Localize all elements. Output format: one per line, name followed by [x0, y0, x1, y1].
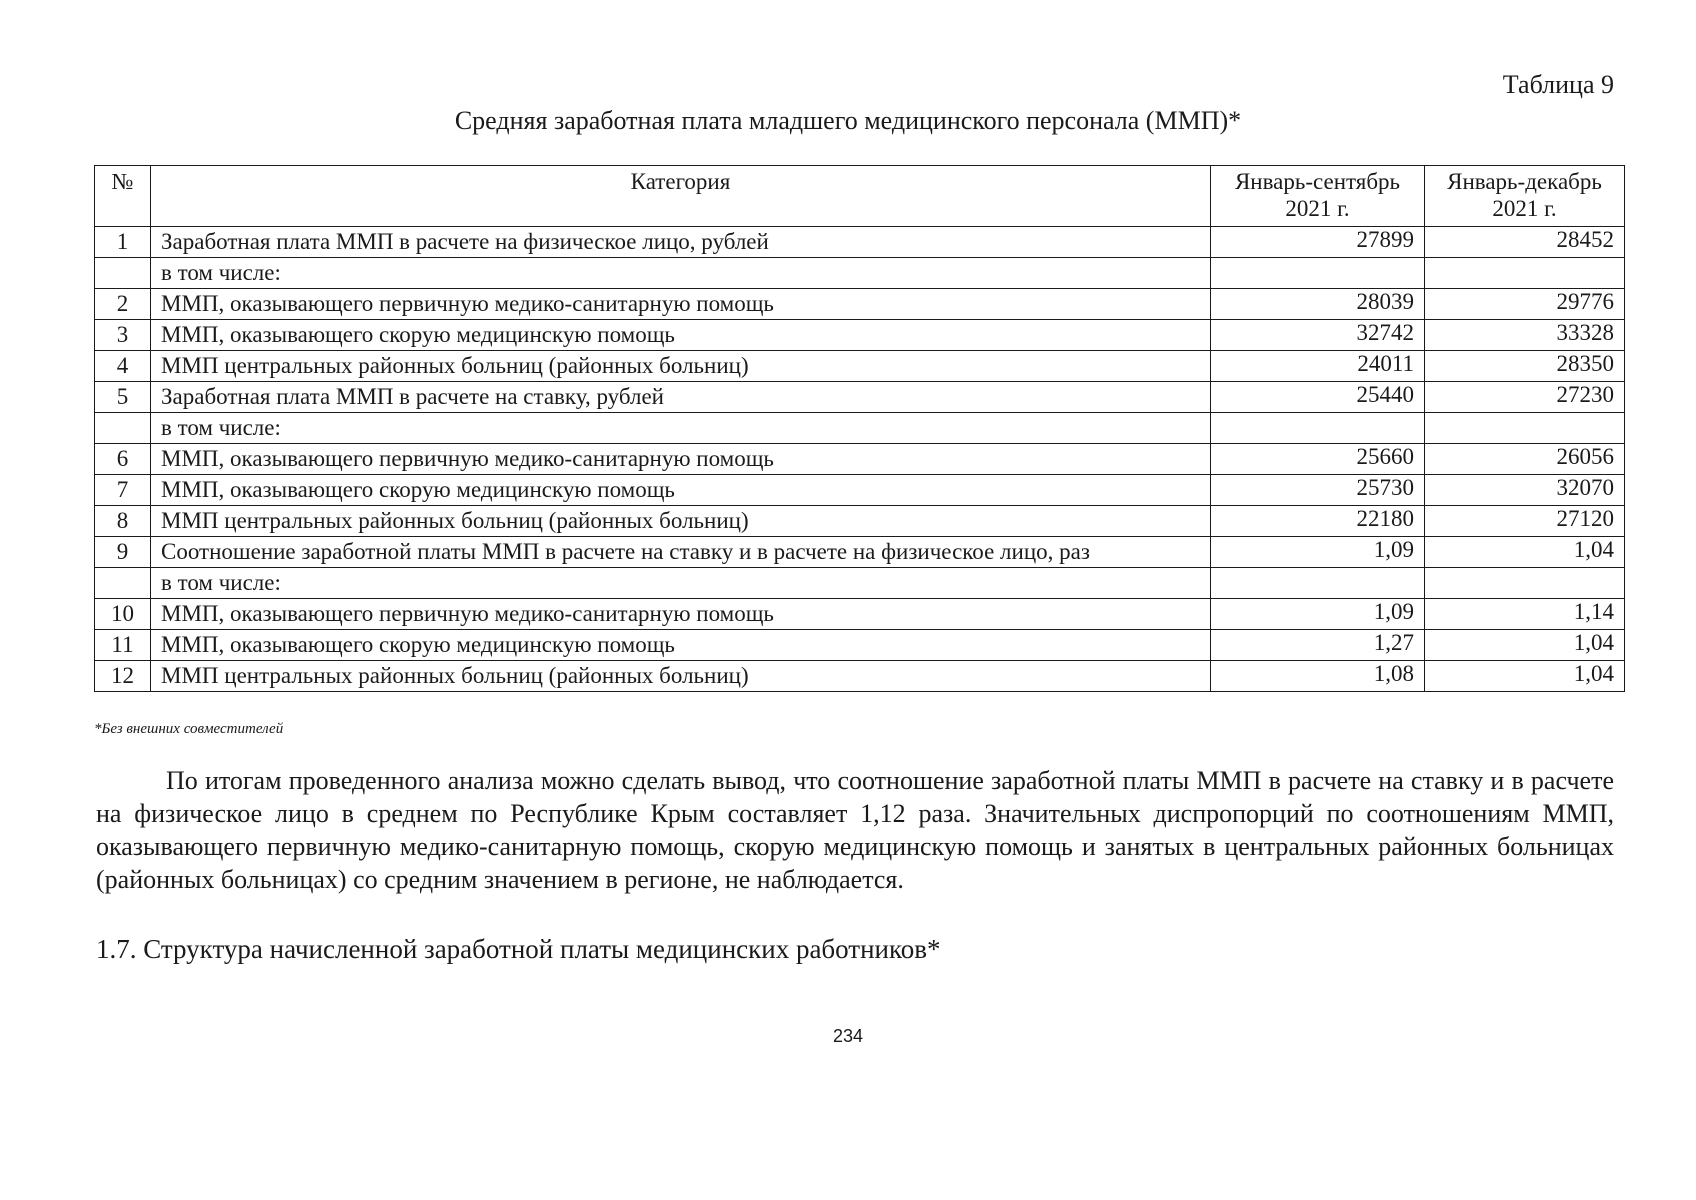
page-number: 234	[832, 1026, 864, 1046]
table-row	[95, 506, 1625, 537]
row-value-jan-dec	[1425, 413, 1625, 444]
row-category: Заработная плата ММП в расчете на ставку, рублей	[151, 382, 1211, 413]
row-value-jan-sep: 1,27	[1211, 630, 1425, 661]
table-header-row	[95, 166, 1625, 227]
row-category: ММП, оказывающего скорую медицинскую помощь	[151, 630, 1211, 661]
table-row	[95, 382, 1625, 413]
row-category: ММП, оказывающего первичную медико-санитарную помощь	[151, 289, 1211, 320]
row-value-jan-sep: 25730	[1211, 475, 1425, 506]
row-category: ММП, оказывающего скорую медицинскую помощь	[151, 320, 1211, 351]
row-category: ММП центральных районных больниц (районных больниц)	[151, 661, 1211, 692]
table-title: Средняя заработная плата младшего медицинского персонала (ММП)*	[454, 106, 1242, 135]
row-num: 4	[95, 351, 151, 382]
row-value-jan-sep	[1211, 413, 1425, 444]
table-row	[95, 537, 1625, 568]
row-category: Соотношение заработной платы ММП в расчете на ставку и в расчете на физическое лицо, раз	[151, 537, 1211, 568]
row-category: ММП, оказывающего первичную медико-санитарную помощь	[151, 599, 1211, 630]
header-jan-dec-period: Январь-декабрь	[1447, 169, 1602, 194]
row-value-jan-dec: 1,14	[1425, 599, 1625, 630]
row-num: 6	[95, 444, 151, 475]
table-row	[95, 320, 1625, 351]
table-row	[95, 599, 1625, 630]
header-jan-sep	[1211, 166, 1425, 227]
row-category: ММП центральных районных больниц (районных больниц)	[151, 351, 1211, 382]
row-value-jan-sep: 1,09	[1211, 537, 1425, 568]
row-value-jan-sep: 24011	[1211, 351, 1425, 382]
table-row	[95, 444, 1625, 475]
row-value-jan-sep: 32742	[1211, 320, 1425, 351]
row-num: 5	[95, 382, 151, 413]
row-value-jan-dec: 28452	[1425, 227, 1625, 258]
salary-table	[94, 165, 1625, 692]
row-value-jan-dec: 1,04	[1425, 661, 1625, 692]
row-value-jan-dec	[1425, 258, 1625, 289]
row-num: 10	[95, 599, 151, 630]
row-value-jan-dec: 28350	[1425, 351, 1625, 382]
row-value-jan-sep: 28039	[1211, 289, 1425, 320]
row-num: 7	[95, 475, 151, 506]
row-category: ММП, оказывающего первичную медико-санитарную помощь	[151, 444, 1211, 475]
table-row	[95, 413, 1625, 444]
row-value-jan-dec: 27230	[1425, 382, 1625, 413]
row-num	[95, 413, 151, 444]
row-value-jan-sep: 27899	[1211, 227, 1425, 258]
table-row	[95, 289, 1625, 320]
row-category: в том числе:	[151, 413, 1211, 444]
row-value-jan-dec: 33328	[1425, 320, 1625, 351]
row-num: 1	[95, 227, 151, 258]
row-num: 12	[95, 661, 151, 692]
row-value-jan-dec: 1,04	[1425, 630, 1625, 661]
row-num: 2	[95, 289, 151, 320]
row-value-jan-dec: 1,04	[1425, 537, 1625, 568]
row-num: 3	[95, 320, 151, 351]
row-num	[95, 258, 151, 289]
header-category: Категория	[151, 166, 1211, 227]
table-row	[95, 227, 1625, 258]
row-num: 8	[95, 506, 151, 537]
header-jan-sep-period: Январь-сентябрь	[1234, 169, 1401, 194]
row-value-jan-sep: 1,09	[1211, 599, 1425, 630]
table-row	[95, 258, 1625, 289]
row-num: 11	[95, 630, 151, 661]
header-num: №	[95, 166, 151, 227]
row-category: Заработная плата ММП в расчете на физическое лицо, рублей	[151, 227, 1211, 258]
row-value-jan-sep	[1211, 258, 1425, 289]
row-value-jan-dec	[1425, 568, 1625, 599]
row-category: в том числе:	[151, 568, 1211, 599]
header-jan-dec	[1425, 166, 1625, 227]
row-value-jan-dec: 32070	[1425, 475, 1625, 506]
row-value-jan-sep: 25660	[1211, 444, 1425, 475]
row-num: 9	[95, 537, 151, 568]
table-label: Таблица 9	[1502, 70, 1614, 99]
table-row	[95, 568, 1625, 599]
row-value-jan-dec: 29776	[1425, 289, 1625, 320]
row-value-jan-sep: 1,08	[1211, 661, 1425, 692]
row-value-jan-sep: 25440	[1211, 382, 1425, 413]
header-jan-dec-year: 2021 г.	[1492, 196, 1557, 221]
row-category: ММП центральных районных больниц (районных больниц)	[151, 506, 1211, 537]
row-category: в том числе:	[151, 258, 1211, 289]
table-row	[95, 351, 1625, 382]
table-row	[95, 475, 1625, 506]
row-value-jan-sep	[1211, 568, 1425, 599]
row-value-jan-sep: 22180	[1211, 506, 1425, 537]
analysis-paragraph: По итогам проведенного анализа можно сделать вывод, что соотношение заработной платы ММП в расчете на ставку и в расчете на физическое лицо в среднем по Республике Крым составляет 1,12 раза. Значительных диспропорций по соотношениям ММП, оказывающего первичную медико-санитарную помощь, скорую медицинскую помощь и занятых в центральных районных больницах (районных больницах) со средним значением в регионе, не наблюдается.	[96, 766, 1614, 894]
row-num	[95, 568, 151, 599]
header-jan-sep-year: 2021 г.	[1285, 196, 1350, 221]
row-category: ММП, оказывающего скорую медицинскую помощь	[151, 475, 1211, 506]
row-value-jan-dec: 27120	[1425, 506, 1625, 537]
section-heading: 1.7. Структура начисленной заработной платы медицинских работников*	[96, 934, 941, 964]
table-row	[95, 630, 1625, 661]
table-row	[95, 661, 1625, 692]
table-footnote: *Без внешних совместителей	[94, 721, 284, 737]
row-value-jan-dec: 26056	[1425, 444, 1625, 475]
